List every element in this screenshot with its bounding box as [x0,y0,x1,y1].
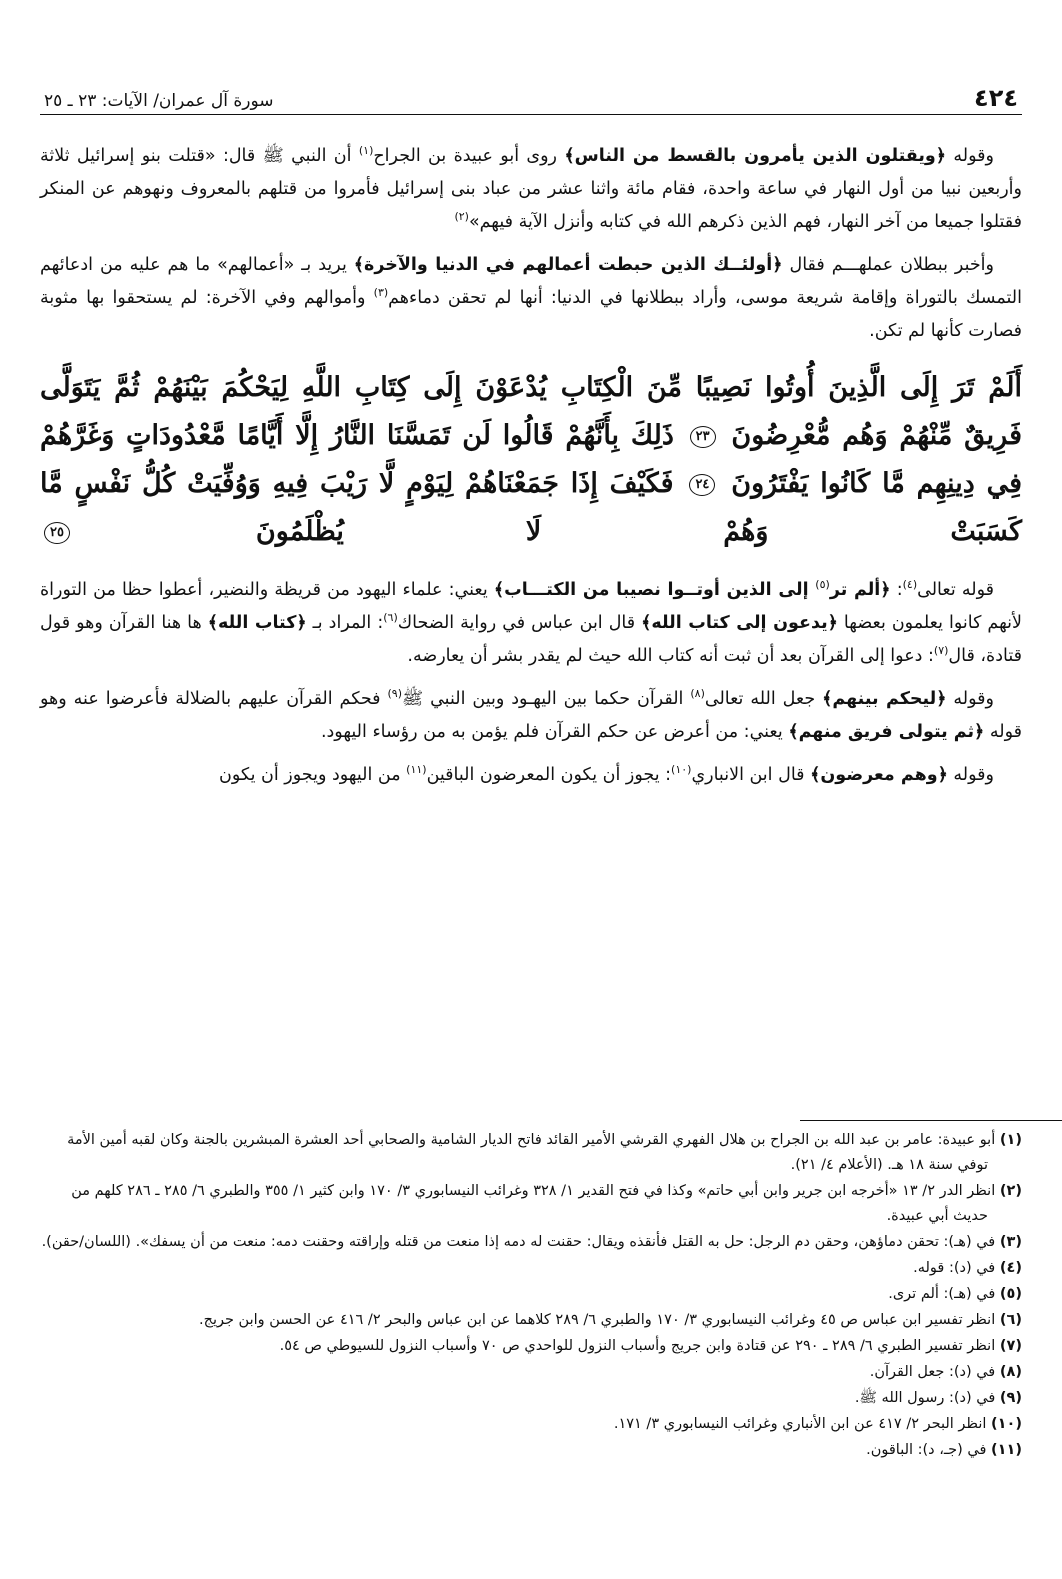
page-header [40,84,1022,115]
quran-quote: ﴿ثم يتولى فريق منهم﴾ [788,722,985,742]
footnote-ref: (٥) [815,578,830,592]
footnote-ref: (١) [358,144,374,158]
quran-quote: ﴿ليحكم بينهم﴾ [822,689,947,709]
footnote-11: (١١) في (جـ، د): الباقون. [866,1442,1022,1458]
footnote-ref: (٦) [383,611,398,625]
quran-quote: ﴿كتاب الله﴾ [207,613,307,633]
footnote-6: (٦) انظر تفسير ابن عباس ص ٤٥ وغرائب النيسابوري ٣/ ١٧٠ والطبري ٦/ ٢٨٩ كلاهما عن ابن عباس والبحر ٢/ ٤١٦ عن الحسن وابن جريج. [198,1312,1022,1328]
footnotes [40,1128,1022,1464]
footnote-ref: (١٠) [671,763,692,777]
footnote-3: (٣) في (هـ): تحقن دماؤهن، وحقن دم الرجل: حل به القتل فأنقذه ويقال: حقنت له دمه إذا منعت من قتله وإراقته وحقنت دمه: منعت من أن يسفك». (اللسان/حقن). [41,1234,1022,1250]
footnote-ref: (٨) [690,687,705,701]
footnote-ref: (٤) [902,578,918,592]
footnote-4: (٤) في (د): قوله. [913,1260,1022,1276]
footnote-ref: (٢) [454,210,469,224]
verse-25: فَكَيْفَ إِذَا جَمَعْنَاهُمْ لِيَوْمٍ لَّا رَيْبَ فِيهِ وَوُفِّيَتْ كُلُّ نَفْسٍ مَّا كَسَبَتْ وَهُمْ لَا يُظْلَمُونَ [40,468,1022,547]
paragraph-1: وقوله ﴿ويقتلون الذين يأمرون بالقسط من الناس﴾ روى أبو عبيدة بن الجراح$^{(١)}$ أن النبي ﷺ قال: «قتلت بنو إسرائيل ثلاثة وأربعين نبيا من أول النهار في ساعة واحدة، فقام مائة واثنا عشر من عباد بنى إسرائيل فأمروا من قتلهم بالمعروف ونهوهم عن المنكر فقتلوا جميعا من آخر النهار، فهم الذين ذكرهم الله في كتابه وأنزل الآية فيهم»$^{(٢)}$ [40,144,1022,232]
footnote-7: (٧) انظر تفسير الطبري ٦/ ٢٨٩ ـ ٢٩٠ عن قتادة وابن جريج وأسباب النزول للواحدي ص ٧٠ وأسباب النزول للسيوطي ص ٥٤. [279,1338,1022,1354]
quran-verses [40,364,1022,556]
footnote-9: (٩) في (د): رسول الله ﷺ. [854,1390,1022,1406]
paragraph-3: قوله تعالى$^{(٤)}$: ﴿ألم تر$^{(٥)}$ إلى الذين أوتــوا نصيبا من الكتـــاب﴾ يعني: علماء اليهود من قريظة والنضير، أعطوا حظا من التوراة لأنهم كانوا يعلمون بعضها ﴿يدعون إلى كتاب الله﴾ قال ابن عباس في رواية الضحاك$^{(٦)}$: المراد بـ ﴿كتاب الله﴾ ها هنا القرآن وهو قول قتادة، قال$^{(٧)}$: دعوا إلى القرآن بعد أن ثبت أنه كتاب الله حيث لم يقدر بشر أن يعارضه. [40,578,1022,666]
book-page [40,0,1022,1579]
verse-24: ذَلِكَ بِأَنَّهُمْ قَالُوا لَن تَمَسَّنَا النَّارُ إِلَّا أَيَّامًا مَّعْدُودَاتٍ وَغَرَّهُمْ فِي دِينِهِم مَّا كَانُوا يَفْتَرُونَ [40,420,1023,499]
footnote-ref: (٩) [387,687,402,701]
ayah-number-24: ٢٤ [689,474,715,496]
verse-23: أَلَمْ تَرَ إِلَى الَّذِينَ أُوتُوا نَصِيبًا مِّنَ الْكِتَابِ يُدْعَوْنَ إِلَى كِتَابِ اللَّهِ لِيَحْكُمَ بَيْنَهُمْ ثُمَّ يَتَوَلَّى فَرِيقٌ مِّنْهُمْ وَهُم مُّعْرِضُونَ [40,372,1022,451]
quran-quote: ﴿ويقتلون الذين يأمرون بالقسط من الناس﴾ [564,146,947,166]
running-title: سورة آل عمران/ الآيات: ٢٣ ـ ٢٥ [40,91,274,114]
footnote-1: (١) أبو عبيدة: عامر بن عبد الله بن الجراح بن هلال الفهري القرشي الأمير القائد فاتح الديار الشامية والصحابي أحد العشرة المبشرين بالجنة وكان لقبه أمين الأمة توفي سنة ١٨ هـ. (الأعلام ٤/ ٢١). [67,1132,1022,1173]
footnote-5: (٥) في (هـ): ألم ترى. [888,1286,1022,1302]
paragraph-5: وقوله ﴿وهم معرضون﴾ قال ابن الانباري$^{(١٠)}$: يجوز أن يكون المعرضون الباقين$^{(١١)}$ من اليهود ويجوز أن يكون [219,763,994,785]
ayah-number-23: ٢٣ [690,426,716,448]
page-number: ٤٢٤ [974,84,1022,114]
paragraph-2: وأخبر ببطلان عملهـــم فقال ﴿أولئــك الذين حبطت أعمالهم في الدنيا والآخرة﴾ يريد بـ «أعمالهم» ما هم عليه من ادعائهم التمسك بالتوراة وإقامة شريعة موسى، وأراد ببطلانها في الدنيا: أنها لم تحقن دماءهم$^{(٣)}$ وأموالهم وفي الآخرة: لم يستحقوا بها مثوبة فصارت كأنها لم تكن. [40,255,1022,341]
footnote-10: (١٠) انظر البحر ٢/ ٤١٧ عن ابن الأنباري وغرائب النيسابوري ٣/ ١٧١. [613,1416,1022,1432]
paragraph-4: وقوله ﴿ليحكم بينهم﴾ جعل الله تعالى$^{(٨)}$ القرآن حكما بين اليهـود وبين النبي ﷺ$^{(٩)}$ فحكم القرآن عليهم بالضلالة فأعرضوا عنه وهو قوله ﴿ثم يتولى فريق منهم﴾ يعني: من أعرض عن حكم القرآن فلم يؤمن به من رؤساء اليهود. [40,687,1022,742]
quran-quote: ﴿أولئــك الذين حبطت أعمالهم في الدنيا والآخرة﴾ [353,255,783,275]
footnote-ref: (٣) [373,286,389,300]
quran-quote: ﴿وهم معرضون﴾ [810,765,948,785]
quran-quote: ﴿ألم تر [829,580,891,600]
quran-quote: ﴿يدعون إلى كتاب الله﴾ [641,613,838,633]
main-text [40,140,1022,802]
footnote-ref: (١١) [406,763,427,777]
footnote-ref: (٧) [933,644,949,658]
footnote-2: (٢) انظر الدر ٢/ ١٣ «أخرجه ابن جرير وابن أبي حاتم» وكذا في فتح القدير ١/ ٣٢٨ وغرائب النيسابوري ٣/ ١٧٠ وابن كثير ١/ ٣٥٥ والطبري ٦/ ٢٨٥ ـ ٢٨٦ كلهم من حديث أبي عبيدة. [71,1183,1022,1224]
ayah-number-25: ٢٥ [44,522,70,544]
quran-quote: إلى الذين أوتــوا نصيبا من الكتـــاب﴾ [493,580,816,600]
footnote-divider [800,1120,1062,1121]
footnote-8: (٨) في (د): جعل القرآن. [869,1364,1022,1380]
